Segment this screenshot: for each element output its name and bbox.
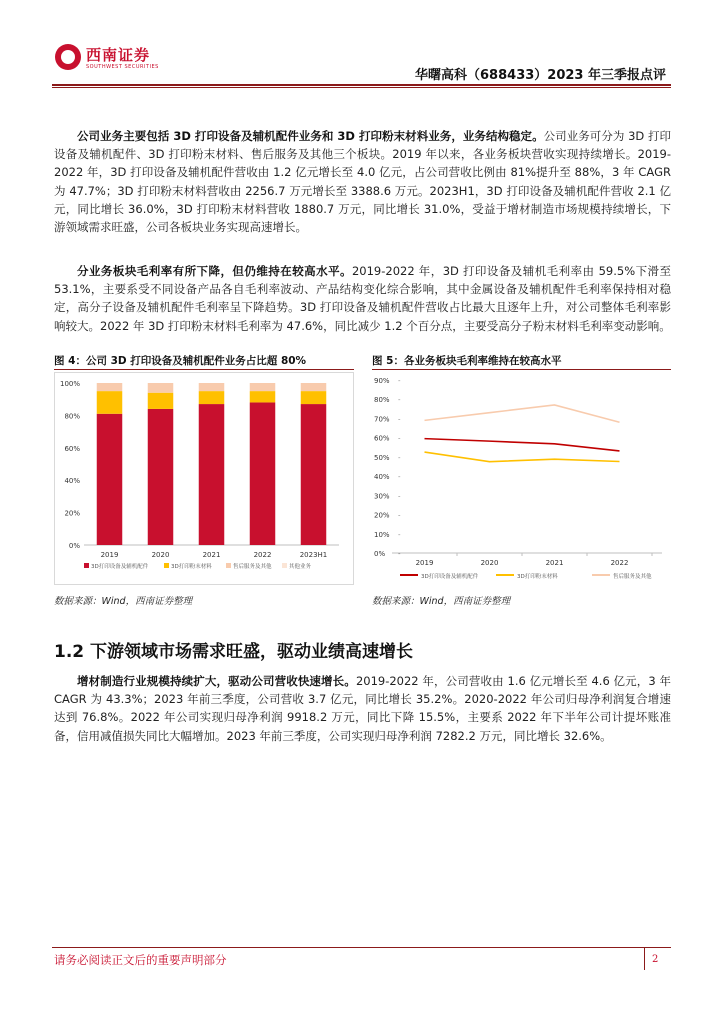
series-line bbox=[425, 405, 620, 422]
paragraph-business-structure bbox=[54, 127, 671, 236]
y-tick-label: 20% bbox=[374, 511, 390, 520]
bar-segment bbox=[97, 414, 123, 545]
chart-gross-margin bbox=[372, 372, 671, 585]
legend-swatch bbox=[164, 563, 169, 568]
y-tick-label: 30% bbox=[374, 492, 390, 501]
y-tick-mark: - bbox=[398, 473, 401, 482]
paragraph-body: 公司业务可分为 3D 打印设备及辅机配件、3D 打印粉末材料、售后服务及其他三个板块。2019 年以来，各业务板块营收实现持续增长。2019-2022 年，3D 打印设备及辅机配件营收由 1.2 亿元增长至 4.0 亿元，占公司营收比例由 81%提升至 88%，3 年 CAGR 为 47.7%；3D 打印粉末材料营收由 2256.7 万元增长至 3388.6 万元。2023H1，3D 打印设备及辅机配件营收 2.1 亿元，同比增长 36.0%，3D 打印粉末材料营收 1880.7 万元，同比增长 31.0%，受益于增材制造市场规模持续增长，下游领域需求旺盛，公司各板块业务实现高速增长。 bbox=[54, 129, 672, 235]
logo-subtitle: SOUTHWEST SECURITIES bbox=[86, 64, 159, 70]
y-tick-label: 60% bbox=[374, 434, 390, 443]
chart-revenue-share bbox=[54, 372, 354, 585]
x-tick-label: 2023H1 bbox=[299, 551, 328, 559]
legend-label: 3D打印设备及辅机配件 bbox=[91, 564, 149, 570]
bar-segment bbox=[250, 391, 276, 402]
logo-text: 西南证券 bbox=[86, 46, 151, 64]
series-line bbox=[425, 452, 620, 462]
y-tick-label: 0% bbox=[68, 542, 80, 550]
legend-label: 3D打印粉末材料 bbox=[171, 564, 212, 570]
bar-segment bbox=[301, 391, 327, 404]
y-tick-label: 0% bbox=[374, 550, 386, 558]
figure5-source: 数据来源：Wind，西南证券整理 bbox=[372, 596, 511, 607]
page-number: 2 bbox=[652, 954, 659, 965]
bar-segment bbox=[199, 404, 225, 545]
y-tick-mark: - bbox=[398, 550, 401, 558]
x-tick-label: 2019 bbox=[415, 559, 434, 567]
legend-label: 3D打印粉末材料 bbox=[517, 574, 558, 580]
y-tick-mark: - bbox=[398, 530, 401, 539]
figure4-rule bbox=[54, 369, 354, 370]
figure4-caption: 图 4：公司 3D 打印设备及辅机配件业务占比超 80% bbox=[54, 355, 307, 367]
x-tick-label: 2020 bbox=[151, 551, 170, 559]
footer-divider bbox=[52, 947, 671, 948]
x-tick-label: 2021 bbox=[202, 551, 221, 559]
x-tick-label: 2022 bbox=[253, 551, 272, 559]
paragraph-lead: 公司业务主要包括 3D 打印设备及辅机配件业务和 3D 打印粉末材料业务，业务结构稳定。 bbox=[77, 129, 544, 143]
y-tick-label: 40% bbox=[374, 473, 390, 482]
bar-segment bbox=[250, 402, 276, 545]
x-tick-label: 2022 bbox=[610, 559, 629, 567]
x-tick-label: 2019 bbox=[100, 551, 119, 559]
header-divider bbox=[52, 84, 671, 86]
footer-notice: 请务必阅读正文后的重要声明部分 bbox=[54, 953, 227, 967]
logo-inner bbox=[61, 50, 75, 64]
bar-segment bbox=[301, 383, 327, 391]
paragraph-gross-margin bbox=[54, 262, 671, 335]
header-divider-thin bbox=[52, 87, 671, 88]
y-tick-mark: - bbox=[398, 415, 401, 424]
y-tick-mark: - bbox=[398, 453, 401, 462]
legend-swatch bbox=[226, 563, 231, 568]
legend-label: 3D打印设备及辅机配件 bbox=[421, 574, 479, 580]
legend-label: 其他业务 bbox=[289, 564, 312, 570]
y-tick-label: 70% bbox=[374, 415, 390, 424]
legend-label: 售后服务及其他 bbox=[613, 574, 652, 580]
legend-swatch bbox=[282, 563, 287, 568]
paragraph-revenue-growth bbox=[54, 672, 671, 745]
y-tick-mark: - bbox=[398, 511, 401, 520]
series-line bbox=[425, 439, 620, 451]
report-title: 华曙高科（688433）2023 年三季报点评 bbox=[415, 68, 666, 83]
y-tick-mark: - bbox=[398, 492, 401, 501]
y-tick-label: 80% bbox=[374, 396, 390, 405]
bar-segment bbox=[148, 393, 174, 409]
bar-segment bbox=[148, 383, 174, 393]
y-tick-label: 10% bbox=[374, 530, 390, 539]
figure4-source: 数据来源：Wind，西南证券整理 bbox=[54, 596, 193, 607]
paragraph-lead: 分业务板块毛利率有所下降，但仍维持在较高水平。 bbox=[77, 264, 352, 278]
y-tick-label: 60% bbox=[64, 444, 80, 453]
bar-segment bbox=[148, 409, 174, 545]
legend-swatch bbox=[84, 563, 89, 568]
paragraph-body: 2019-2022 年，3D 打印设备及辅机毛利率由 59.5%下滑至 53.1%，主要系受不同设备产品各自毛利率波动、产品结构变化综合影响，其中金属设备及辅机配件毛利率保持相对稳定，高分子设备及辅机配件毛利率呈下降趋势。3D 打印设备及辅机配件营收占比最大且逐年上升，对公司整体毛利率影响较大。2022 年 3D 打印粉末材料毛利率为 47.6%，同比减少 1.2 个百分点，主要受高分子粉末材料毛利率变动影响。 bbox=[54, 264, 671, 333]
bar-segment bbox=[250, 383, 276, 391]
y-tick-mark: - bbox=[398, 377, 401, 385]
y-tick-mark: - bbox=[398, 396, 401, 405]
y-tick-label: 20% bbox=[64, 509, 80, 518]
section-title: 1.2 下游领域市场需求旺盛，驱动业绩高速增长 bbox=[54, 642, 414, 662]
page-number-box bbox=[644, 948, 673, 970]
x-tick-label: 2021 bbox=[545, 559, 564, 567]
bar-segment bbox=[301, 404, 327, 545]
figure5-rule bbox=[372, 369, 671, 370]
y-tick-label: 80% bbox=[64, 412, 80, 421]
x-tick-label: 2020 bbox=[480, 559, 499, 567]
bar-segment bbox=[97, 383, 123, 391]
bar-segment bbox=[199, 383, 225, 391]
bar-segment bbox=[97, 391, 123, 414]
y-tick-label: 40% bbox=[64, 477, 80, 486]
legend-label: 售后服务及其他 bbox=[233, 564, 272, 570]
y-tick-label: 50% bbox=[374, 453, 390, 462]
y-tick-mark: - bbox=[398, 434, 401, 443]
paragraph-body: 2019-2022 年，公司营收由 1.6 亿元增长至 4.6 亿元，3 年 CAGR 为 43.3%；2023 年前三季度，公司营收 3.7 亿元，同比增长 35.2%。2020-2022 年公司归母净利润复合增速达到 76.8%。2022 年公司实现归母净利润 9918.2 万元，同比下降 15.5%，主要系 2022 年下半年公司计提坏账准备，信用减值损失同比大幅增加。2023 年前三季度，公司实现归母净利润 7282.2 万元，同比增长 32.6%。 bbox=[54, 674, 672, 743]
figure5-caption: 图 5：各业务板块毛利率维持在较高水平 bbox=[372, 355, 562, 367]
y-tick-label: 90% bbox=[374, 377, 390, 385]
paragraph-lead: 增材制造行业规模持续扩大，驱动公司营收快速增长。 bbox=[77, 674, 356, 688]
bar-segment bbox=[199, 391, 225, 404]
y-tick-label: 100% bbox=[59, 380, 80, 388]
